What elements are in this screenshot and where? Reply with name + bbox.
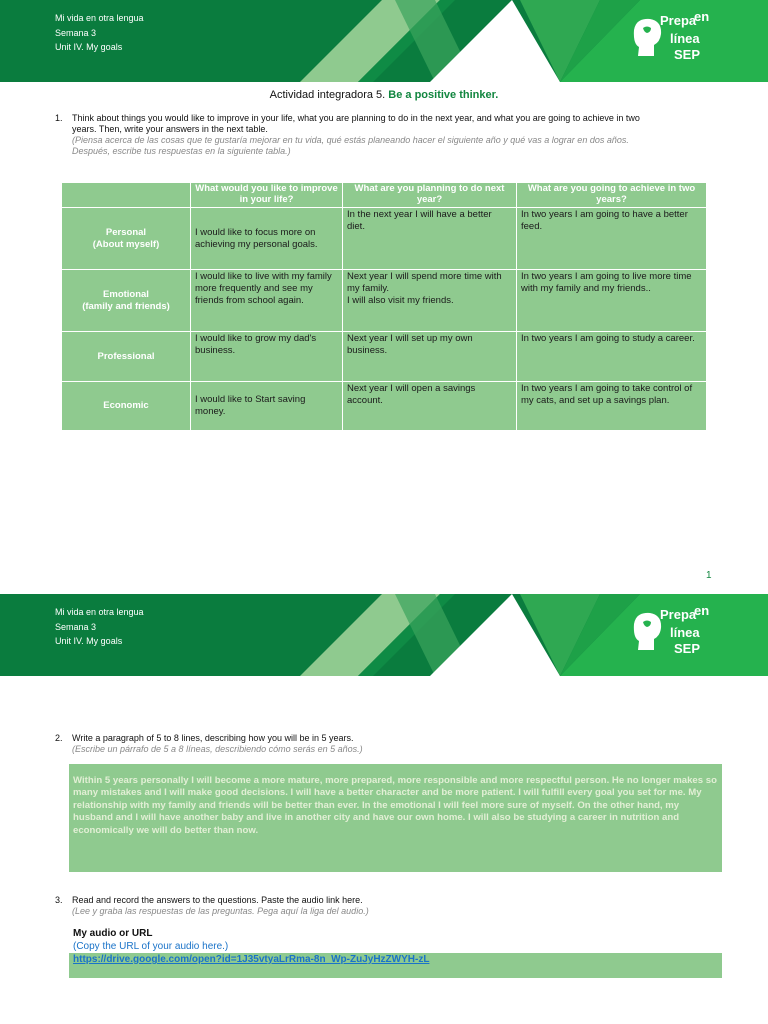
question-number: 3.: [55, 895, 63, 905]
row-label: Professional: [62, 332, 191, 382]
cell-next-year: Next year I will open a savings account.: [343, 382, 517, 431]
table-row-emotional: [62, 270, 707, 332]
question-translation-line: (Piensa acerca de las cosas que te gustaría mejorar en tu vida, qué estás planeando hacer el siguiente año y qué vas a lograr en dos años.: [72, 135, 629, 145]
activity-title: [0, 89, 768, 101]
page-header-banner: [0, 594, 768, 676]
question-text: Read and record the answers to the questions. Paste the audio link here.: [72, 895, 363, 905]
table-header-row: [62, 183, 707, 208]
logo-word-en: en: [694, 9, 710, 24]
table-row-economic: [62, 382, 707, 431]
cell-improve: I would like to grow my dad's business.: [191, 332, 343, 382]
audio-label: My audio or URL: [73, 928, 153, 939]
cell-two-years: In two years I am going to study a career.: [517, 332, 707, 382]
cell-improve: I would like to Start saving money.: [191, 382, 343, 431]
week-label: Semana 3: [55, 28, 97, 38]
question-1: [55, 113, 715, 161]
question-text: Write a paragraph of 5 to 8 lines, describing how you will be in 5 years.: [72, 733, 354, 743]
table-header-empty: [62, 183, 191, 208]
table-header-next-year: What are you planning to do next year?: [343, 183, 517, 208]
question-translation: (Lee y graba las respuestas de las preguntas. Pega aquí la liga del audio.): [72, 906, 369, 916]
logo-word-sep: SEP: [674, 47, 701, 62]
question-number: 2.: [55, 733, 63, 743]
table-row-professional: [62, 332, 707, 382]
logo-head-icon: [630, 16, 664, 60]
table-header-improve: What would you like to improve in your life?: [191, 183, 343, 208]
logo-word-sep: SEP: [674, 641, 701, 656]
cell-two-years: In two years I am going to take control of my cats, and set up a savings plan.: [517, 382, 707, 431]
logo-head-icon: [630, 610, 664, 654]
table-header-two-years: What are you going to achieve in two years?: [517, 183, 707, 208]
audio-url-link[interactable]: https://drive.google.com/open?id=1J35vtyaLrRma-8n_Wp-ZuJyHzZWYH-zL: [73, 954, 430, 965]
course-info: [55, 11, 144, 54]
page-header-banner: [0, 0, 768, 82]
page-number: 1: [706, 570, 712, 581]
activity-prefix: Actividad integradora 5.: [269, 89, 386, 101]
logo-word-linea: línea: [670, 625, 700, 640]
table-row-personal: [62, 208, 707, 270]
prepa-en-linea-logo: [630, 602, 710, 668]
question-translation: (Escribe un párrafo de 5 a 8 líneas, describiendo cómo serás en 5 años.): [72, 744, 363, 754]
answer-paragraph-box[interactable]: [69, 764, 722, 872]
prepa-en-linea-logo: [630, 8, 710, 74]
row-label: Emotional (family and friends): [62, 270, 191, 332]
question-number: 1.: [55, 113, 63, 123]
week-label: Semana 3: [55, 622, 97, 632]
course-name: Mi vida en otra lengua: [55, 13, 144, 23]
question-text-line: Think about things you would like to improve in your life, what you are planning to do in the next year, and what you are going to achieve in two: [72, 113, 640, 123]
question-2: [55, 733, 715, 757]
goals-table: [61, 182, 707, 431]
question-text-line: years. Then, write your answers in the next table.: [72, 124, 268, 134]
cell-two-years: In two years I am going to have a better feed.: [517, 208, 707, 270]
logo-word-prepa: Prepa: [660, 13, 697, 28]
logo-word-prepa: Prepa: [660, 607, 697, 622]
cell-improve: I would like to focus more on achieving my personal goals.: [191, 208, 343, 270]
audio-url-box: [69, 953, 722, 978]
audio-hint: (Copy the URL of your audio here.): [73, 941, 229, 952]
question-3: [55, 895, 715, 919]
cell-next-year: Next year I will spend more time with my family. I will also visit my friends.: [343, 270, 517, 332]
activity-name: Be a positive thinker.: [388, 89, 499, 101]
row-label: Economic: [62, 382, 191, 431]
question-translation-line: Después, escribe tus respuestas en la siguiente tabla.): [72, 146, 291, 156]
row-label: Personal (About myself): [62, 208, 191, 270]
cell-next-year: Next year I will set up my own business.: [343, 332, 517, 382]
logo-word-en: en: [694, 603, 710, 618]
unit-label: Unit IV. My goals: [55, 42, 123, 52]
cell-next-year: In the next year I will have a better diet.: [343, 208, 517, 270]
unit-label: Unit IV. My goals: [55, 636, 123, 646]
cell-two-years: In two years I am going to live more time with my family and my friends..: [517, 270, 707, 332]
cell-improve: I would like to live with my family more frequently and see my friends from school again.: [191, 270, 343, 332]
course-name: Mi vida en otra lengua: [55, 607, 144, 617]
course-info: [55, 605, 144, 648]
logo-word-linea: línea: [670, 31, 700, 46]
answer-paragraph: Within 5 years personally I will become a more mature, more prepared, more responsible and more respectful person. He no longer makes so many mistakes and I will make good decisions. I will have a better character and be more patient. I will fulfill every goal you set for me. My relationship with my family and friends will be better than ever. In the emotional I will feel more sure of myself. On the other hand, my husband and I will have another baby and live in another city and have our own home. I will also be studying a career in nutrition and economically we will do better than now.: [73, 775, 717, 836]
